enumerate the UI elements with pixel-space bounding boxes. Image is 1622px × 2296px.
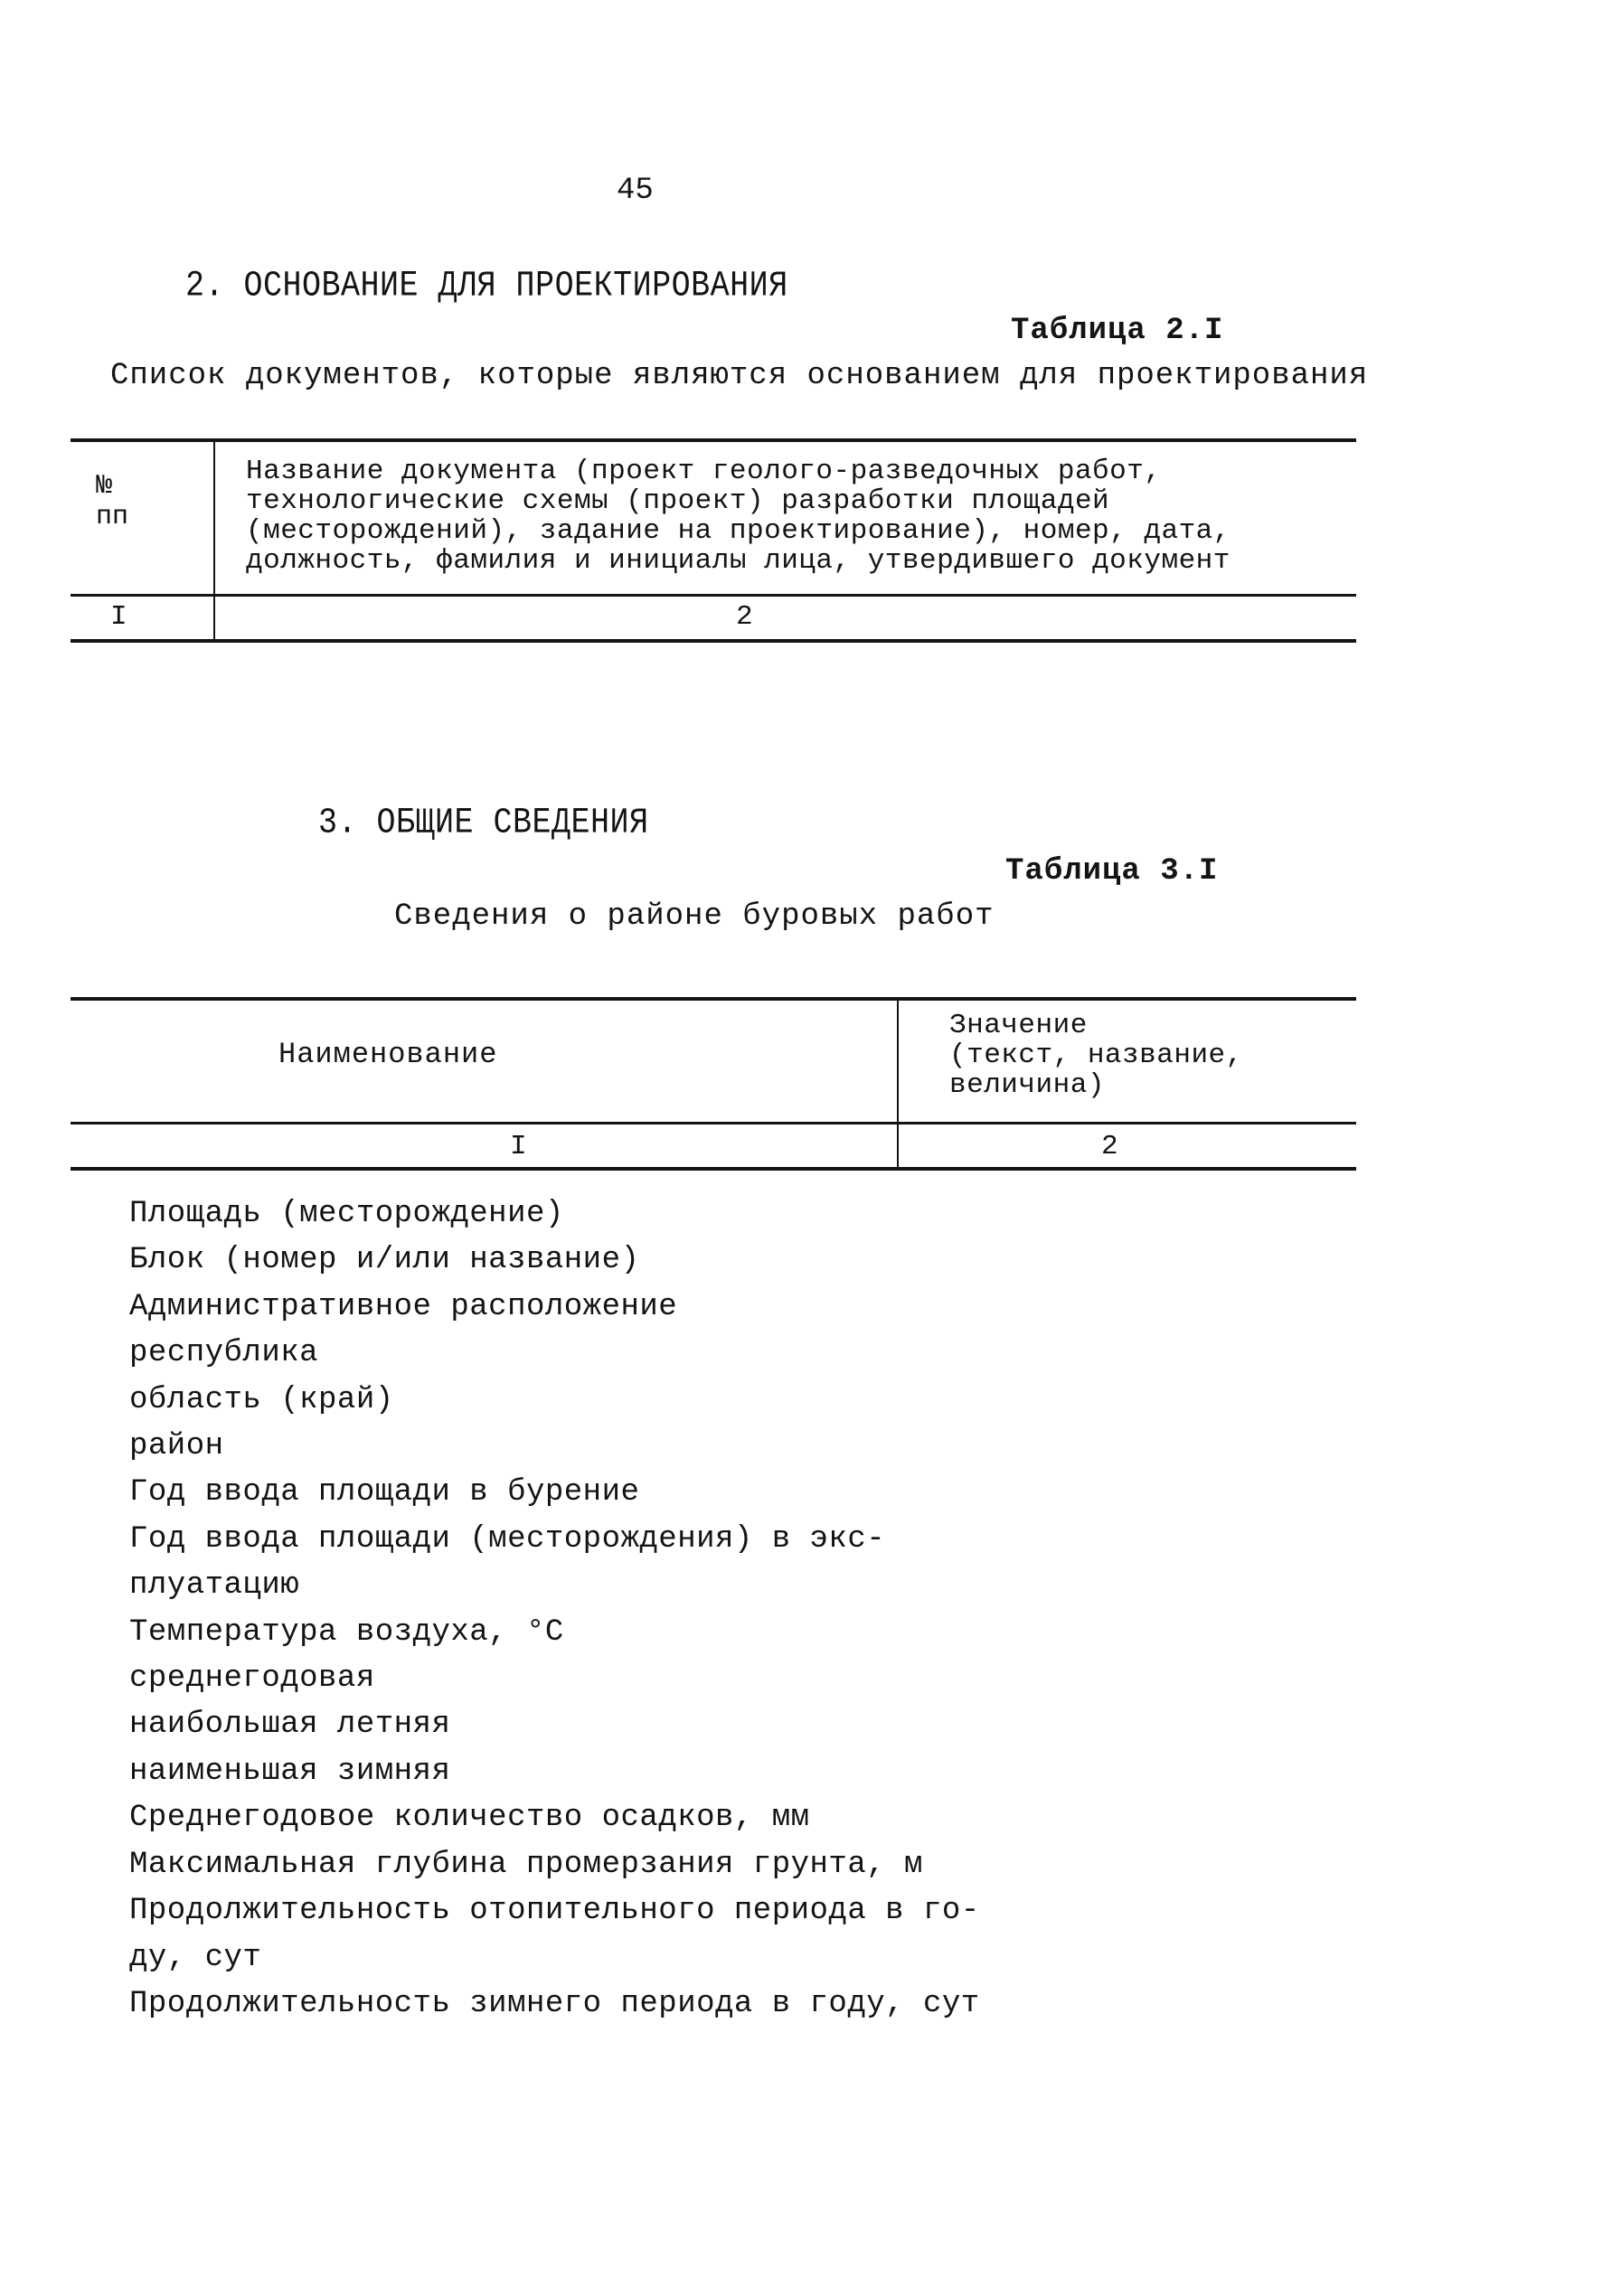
list-item: Среднегодовое количество осадков, мм xyxy=(129,1801,810,1836)
table-3-1 xyxy=(71,997,1356,1171)
list-item: Площадь (месторождение) xyxy=(129,1197,564,1231)
list-item: наибольшая летняя xyxy=(129,1708,451,1743)
table-2-1-caption: Список документов, которые являются основанием для проектирования xyxy=(110,359,1369,393)
table-bottom-rule xyxy=(71,639,1356,643)
list-item: Температура воздуха, °С xyxy=(129,1614,564,1650)
table-3-1-caption: Сведения о районе буровых работ xyxy=(394,899,995,934)
document-name-header xyxy=(246,456,1231,576)
list-item: область (край) xyxy=(129,1382,394,1417)
column-index-2: 2 xyxy=(1101,1131,1118,1162)
header-line: (месторождений), задание на проектирование), номер, дата, xyxy=(246,515,1231,547)
table-header-rule xyxy=(71,1122,1356,1124)
list-item: Административное расположение xyxy=(129,1289,678,1324)
header-line: величина) xyxy=(949,1069,1105,1101)
value-column-header xyxy=(949,1011,1243,1100)
list-item: наименьшая зимняя xyxy=(129,1754,451,1789)
table-3-1-label: Таблица 3.I xyxy=(1005,854,1219,889)
table-header-rule xyxy=(71,594,1356,597)
pp-label: пп xyxy=(96,502,129,532)
list-item: республика xyxy=(129,1336,319,1371)
list-item: Продолжительность отопительного периода в го- xyxy=(129,1894,980,1929)
list-item: район xyxy=(129,1429,224,1464)
header-line: Название документа (проект геолого-разведочных работ, xyxy=(246,456,1162,487)
name-column-header: Наименование xyxy=(278,1038,498,1071)
number-sign: № xyxy=(96,471,113,502)
table-bottom-rule xyxy=(71,1167,1356,1171)
table-top-rule xyxy=(71,997,1356,1001)
list-item: Год ввода площади (месторождения) в экс- xyxy=(129,1521,886,1557)
header-line: (текст, название, xyxy=(949,1040,1243,1071)
list-item: Год ввода площади в бурение xyxy=(129,1475,640,1510)
table-column-divider xyxy=(897,997,899,1171)
header-line: Значение xyxy=(949,1010,1088,1041)
page-number: 45 xyxy=(617,174,654,208)
list-item: Максимальная глубина промерзания грунта, м xyxy=(129,1847,923,1882)
table-top-rule xyxy=(71,438,1356,442)
table-2-1-label: Таблица 2.I xyxy=(1011,314,1224,348)
section-3-title: 3. ОБЩИЕ СВЕДЕНИЯ xyxy=(318,802,649,843)
table-column-divider xyxy=(213,438,215,643)
list-item: Блок (номер и/или название) xyxy=(129,1243,640,1278)
header-line: технологические схемы (проект) разработки площадей xyxy=(246,485,1110,517)
list-item: Продолжительность зимнего периода в году, сут xyxy=(129,1986,980,2021)
header-line: должность, фамилия и инициалы лица, утвердившего документ xyxy=(246,545,1231,577)
list-item: среднегодовая xyxy=(129,1661,375,1697)
column-number-header xyxy=(96,471,128,532)
table-2-1 xyxy=(71,438,1356,643)
list-item: плуатацию xyxy=(129,1568,300,1604)
parameters-list xyxy=(129,1191,980,2028)
column-index-1: I xyxy=(110,601,127,633)
section-2-title: 2. ОСНОВАНИЕ ДЛЯ ПРОЕКТИРОВАНИЯ xyxy=(185,265,788,306)
list-item: ду, сут xyxy=(129,1940,262,1975)
column-index-1: I xyxy=(510,1131,527,1162)
column-index-2: 2 xyxy=(736,601,753,633)
